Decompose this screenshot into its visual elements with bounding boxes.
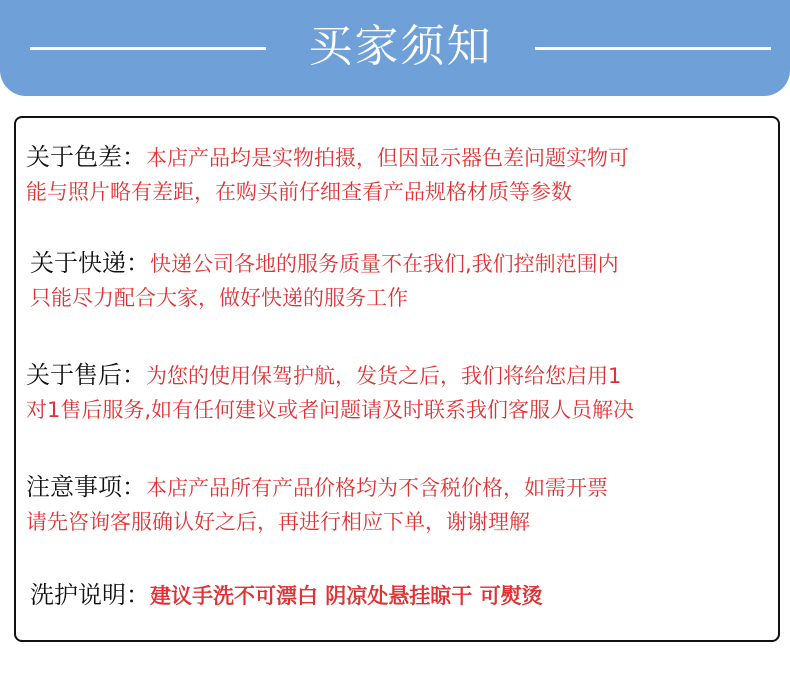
notice-section-care-instructions	[30, 578, 772, 613]
notice-section-delivery	[30, 246, 772, 315]
section-text-line: 建议手洗不可漂白 阴凉处悬挂晾干 可熨烫	[150, 584, 543, 608]
section-text-line: 本店产品均是实物拍摄，但因显示器色差问题实物可	[146, 146, 629, 170]
section-text-line: 请先咨询客服确认好之后，再进行相应下单，谢谢理解	[26, 510, 530, 534]
section-label: 关于快递：	[30, 249, 150, 277]
section-label: 注意事项：	[26, 473, 146, 501]
section-label: 关于色差：	[26, 143, 146, 171]
notice-box	[14, 116, 780, 642]
page-title: 买家须知	[308, 21, 493, 72]
notice-section-color-difference	[26, 140, 772, 209]
section-text-line: 快递公司各地的服务质量不在我们,我们控制范围内	[150, 252, 619, 276]
section-label: 洗护说明：	[30, 581, 150, 609]
banner-divider-left	[30, 47, 266, 50]
section-text-line: 能与照片略有差距，在购买前仔细查看产品规格材质等参数	[26, 180, 572, 204]
section-text-line: 只能尽力配合大家，做好快递的服务工作	[30, 286, 408, 310]
header-banner	[0, 0, 790, 96]
section-text-line: 对1售后服务,如有任何建议或者问题请及时联系我们客服人员解决	[26, 398, 635, 422]
notice-section-after-sales	[26, 358, 772, 427]
banner-divider-right	[535, 47, 771, 50]
section-text-line: 本店产品所有产品价格均为不含税价格，如需开票	[146, 476, 608, 500]
section-text-line: 为您的使用保驾护航，发货之后，我们将给您启用1	[146, 364, 622, 388]
notice-section-notes	[26, 470, 772, 539]
section-label: 关于售后：	[26, 361, 146, 389]
